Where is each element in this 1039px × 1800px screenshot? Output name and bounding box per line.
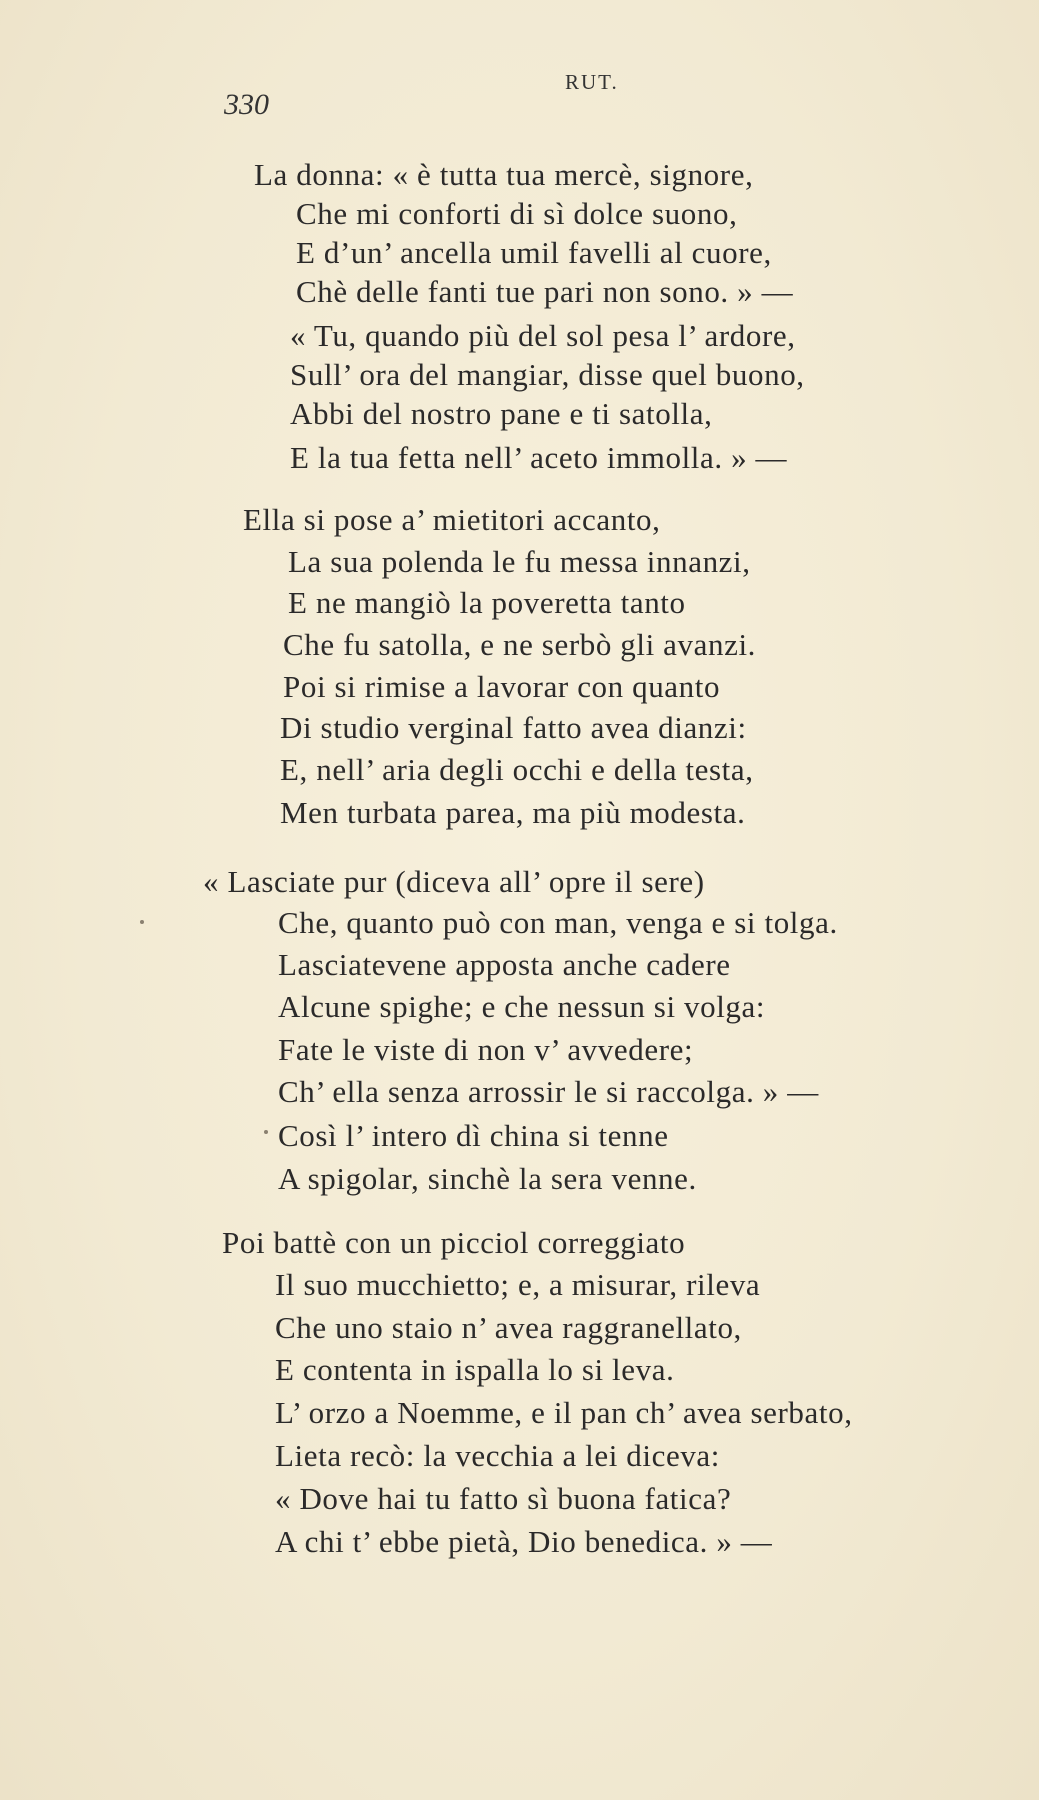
verse-line: Poi battè con un picciol correggiato <box>222 1225 686 1260</box>
paper-speck <box>264 1130 268 1134</box>
paper-speck <box>140 920 144 924</box>
verse-line: Ch’ ella senza arrossir le si raccolga. » — <box>278 1074 819 1109</box>
verse-line: E d’un’ ancella umil favelli al cuore, <box>296 235 772 270</box>
verse-line: Ella si pose a’ mietitori accanto, <box>243 502 661 537</box>
verse-line: E contenta in ispalla lo si leva. <box>275 1352 675 1387</box>
verse-line: E, nell’ aria degli occhi e della testa, <box>280 752 754 787</box>
verse-line: Sull’ ora del mangiar, disse quel buono, <box>290 357 805 392</box>
verse-line: L’ orzo a Noemme, e il pan ch’ avea serbato, <box>275 1395 853 1430</box>
verse-line: Lasciatevene apposta anche cadere <box>278 947 731 982</box>
verse-line: Fate le viste di non v’ avvedere; <box>278 1032 694 1067</box>
verse-line: Che uno staio n’ avea raggranellato, <box>275 1310 742 1345</box>
verse-line: Così l’ intero dì china si tenne <box>278 1118 669 1153</box>
verse-line: « Tu, quando più del sol pesa l’ ardore, <box>290 318 796 353</box>
verse-line: « Lasciate pur (diceva all’ opre il sere) <box>203 864 705 899</box>
verse-line: La sua polenda le fu messa innanzi, <box>288 544 751 579</box>
running-head: RUT. <box>565 70 619 94</box>
verse-line: Men turbata parea, ma più modesta. <box>280 795 746 830</box>
verse-line: Che fu satolla, e ne serbò gli avanzi. <box>283 627 757 662</box>
page-header <box>0 60 1039 120</box>
verse-line: A spigolar, sinchè la sera venne. <box>278 1161 697 1196</box>
verse-line: Lieta recò: la vecchia a lei diceva: <box>275 1438 721 1473</box>
verse-line: Che, quanto può con man, venga e si tolga. <box>278 905 838 940</box>
verse-line: E la tua fetta nell’ aceto immolla. » — <box>290 440 788 475</box>
page-number: 330 <box>224 88 269 121</box>
verse-line: Di studio verginal fatto avea dianzi: <box>280 710 747 745</box>
verse-line: Abbi del nostro pane e ti satolla, <box>290 396 713 431</box>
verse-line: La donna: « è tutta tua mercè, signore, <box>254 157 754 192</box>
verse-line: Poi si rimise a lavorar con quanto <box>283 669 721 704</box>
verse-line: Alcune spighe; e che nessun si volga: <box>278 989 766 1024</box>
verse-line: Che mi conforti di sì dolce suono, <box>296 196 738 231</box>
verse-line: Il suo mucchietto; e, a misurar, rileva <box>275 1267 761 1302</box>
verse-line: « Dove hai tu fatto sì buona fatica? <box>275 1481 732 1516</box>
verse-line: A chi t’ ebbe pietà, Dio benedica. » — <box>275 1524 773 1559</box>
verse-line: Chè delle fanti tue pari non sono. » — <box>296 274 794 309</box>
verse-line: E ne mangiò la poveretta tanto <box>288 585 686 620</box>
